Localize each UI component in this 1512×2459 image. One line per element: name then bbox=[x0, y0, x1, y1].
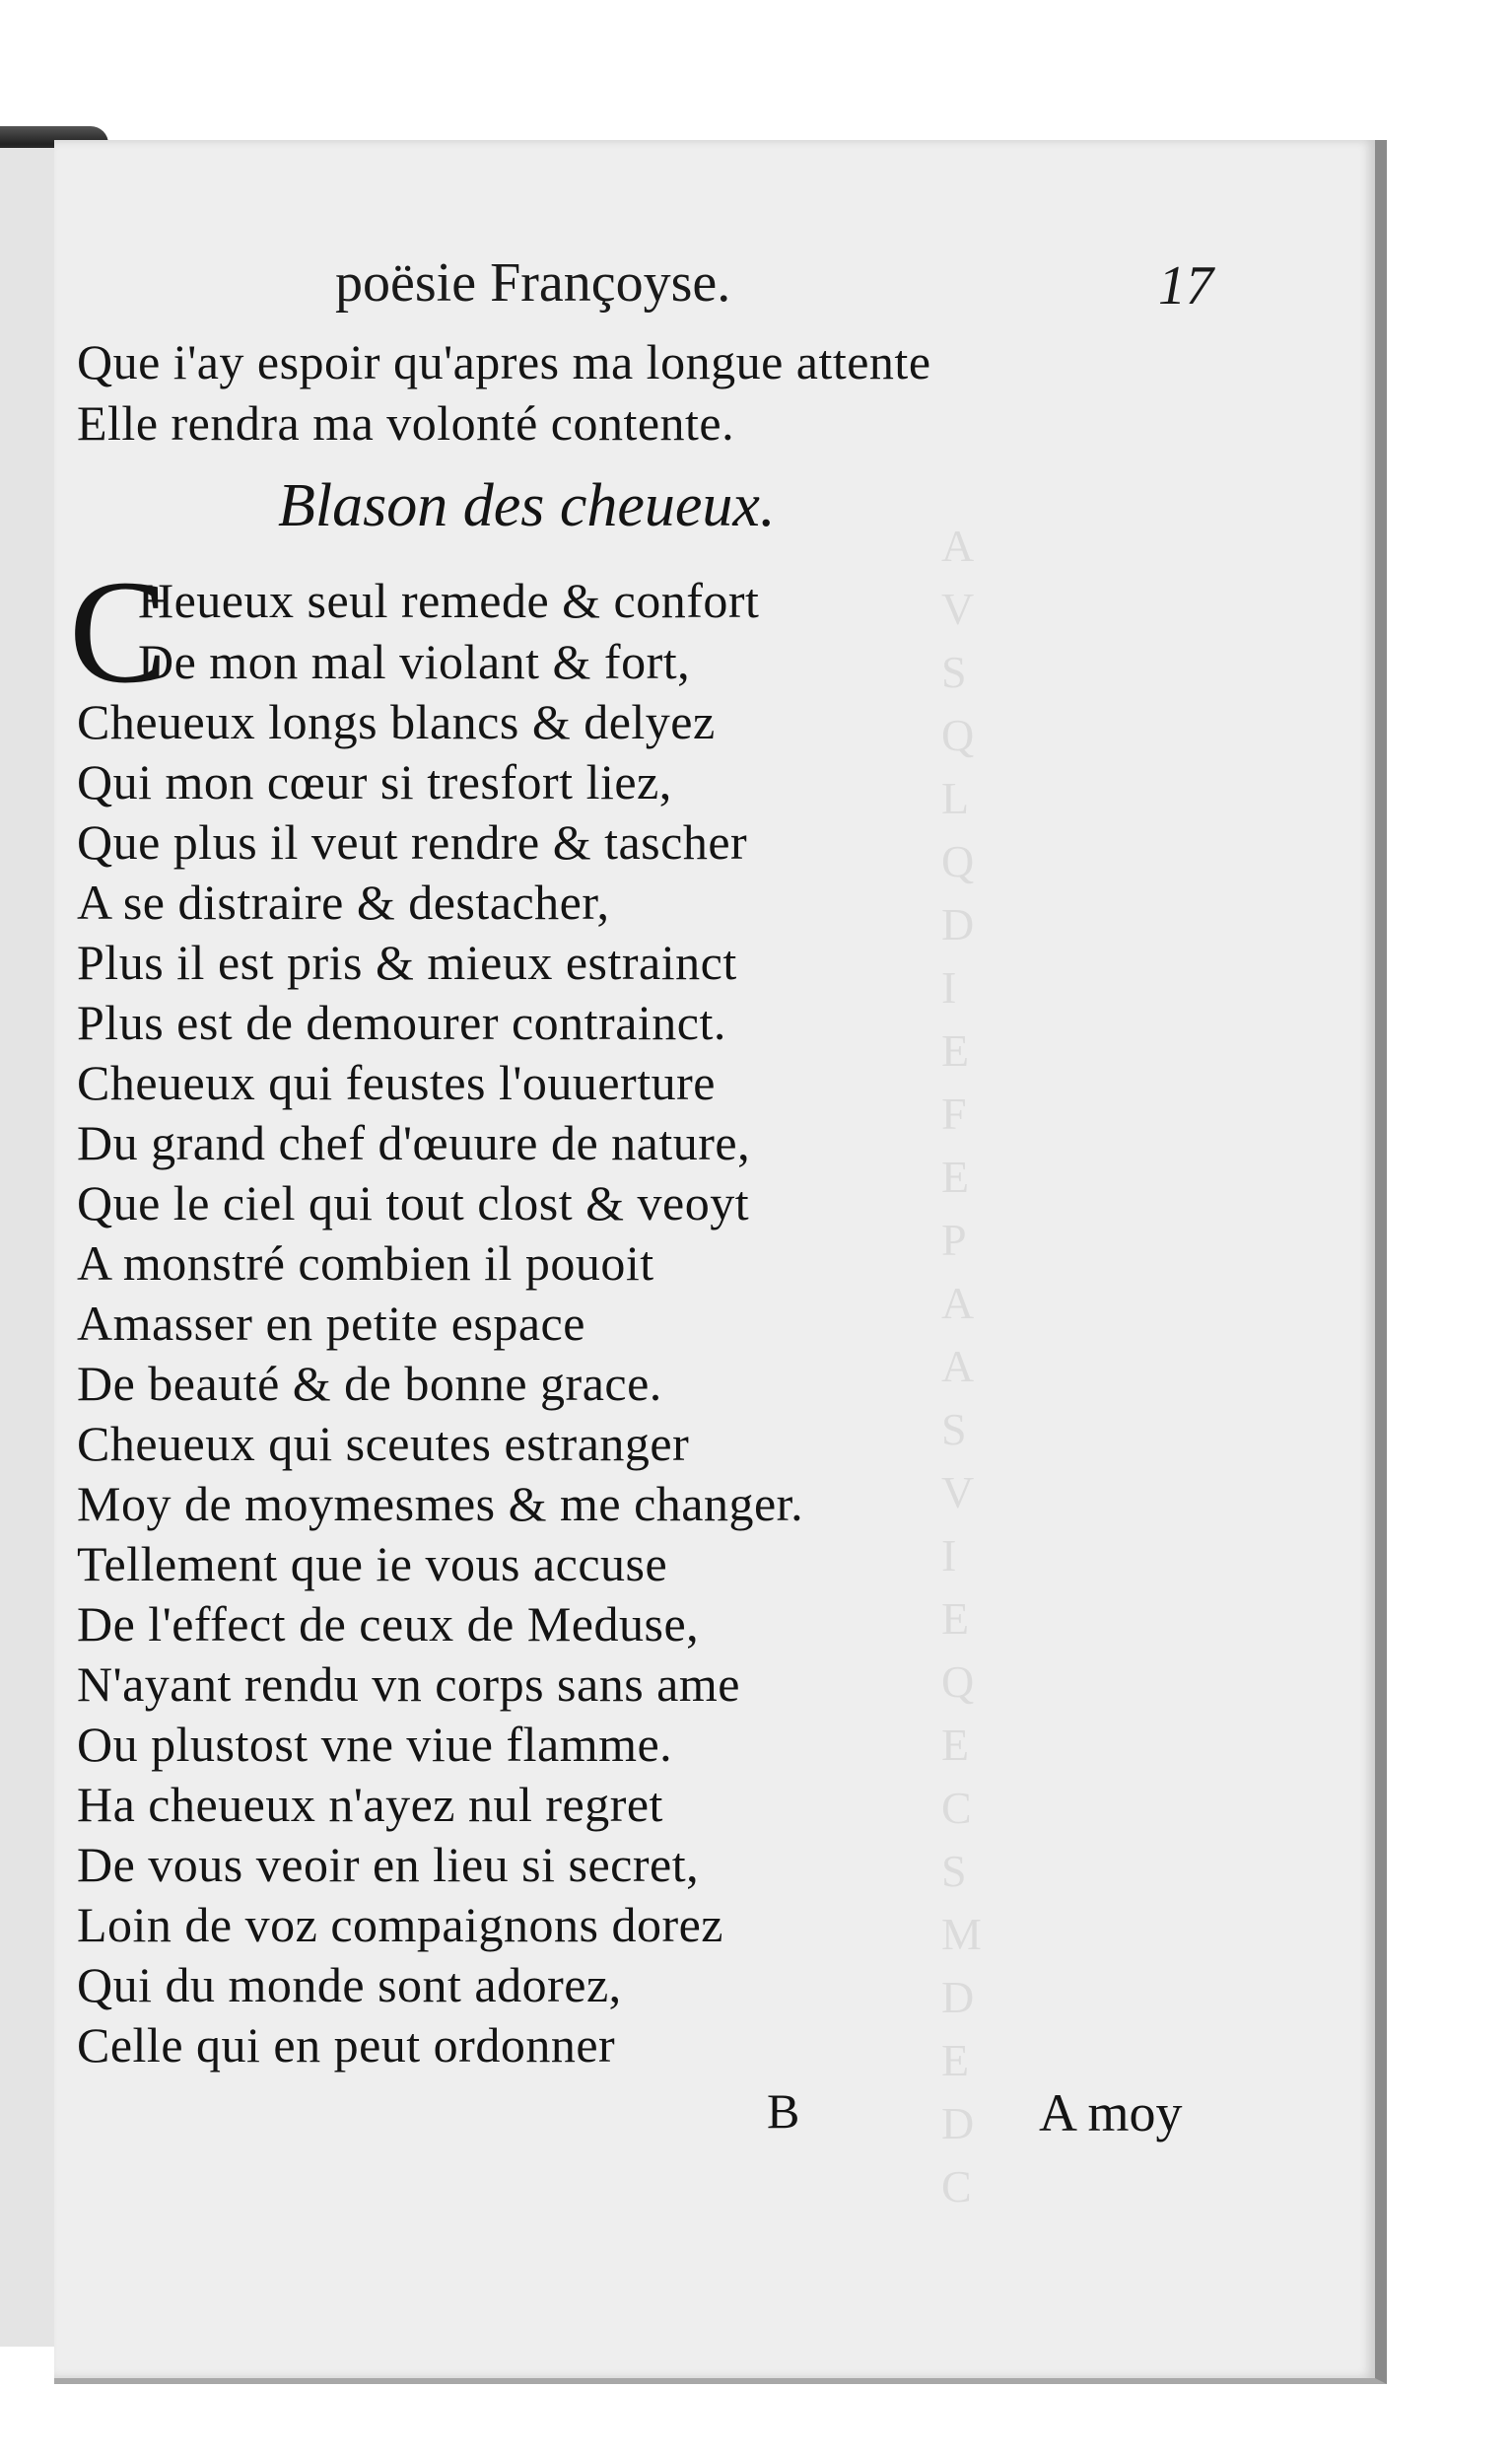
verse-line: Ha cheueux n'ayez nul regret bbox=[77, 1777, 663, 1832]
verse-line: Amasser en petite espace bbox=[77, 1296, 585, 1351]
verse-line: Plus il est pris & mieux estrainct bbox=[77, 935, 737, 990]
verse-line: Cheueux longs blancs & delyez bbox=[77, 694, 716, 749]
poem-line-1: Heueux seul remede & confort bbox=[138, 573, 760, 628]
verse-line: Qui mon cœur si tresfort liez, bbox=[77, 754, 672, 809]
poem-title: Blason des cheueux. bbox=[278, 472, 776, 539]
opening-line-2: Elle rendra ma volonté contente. bbox=[77, 395, 735, 451]
verse-line: A se distraire & destacher, bbox=[77, 875, 610, 930]
verse-line: Cheueux qui feustes l'ouuerture bbox=[77, 1055, 716, 1110]
poem-line-2: De mon mal violant & fort, bbox=[138, 634, 691, 689]
previous-page-edge bbox=[0, 148, 56, 2347]
verse-line: Moy de moymesmes & me changer. bbox=[77, 1476, 804, 1531]
verse-line: Tellement que ie vous accuse bbox=[77, 1536, 668, 1591]
verse-line: De l'effect de ceux de Meduse, bbox=[77, 1596, 700, 1651]
verse-line: Du grand chef d'œuure de nature, bbox=[77, 1115, 751, 1170]
verse-line: De beauté & de bonne grace. bbox=[77, 1356, 662, 1411]
verse-line: Ou plustost vne viue flamme. bbox=[77, 1717, 673, 1772]
verse-line: Cheueux qui sceutes estranger bbox=[77, 1416, 690, 1471]
signature-mark: B bbox=[767, 2083, 800, 2139]
verse-line: Loin de voz compaignons dorez bbox=[77, 1897, 723, 1952]
verse-line: De vous veoir en lieu si secret, bbox=[77, 1837, 700, 1892]
verse-line: Que plus il veut rendre & tascher bbox=[77, 814, 748, 870]
catchword: A moy bbox=[1039, 2083, 1183, 2143]
opening-line-1: Que i'ay espoir qu'apres ma longue attente bbox=[77, 334, 931, 389]
verse-line: N'ayant rendu vn corps sans ame bbox=[77, 1656, 740, 1712]
verse-line: A monstré combien il pouoit bbox=[77, 1235, 654, 1291]
drop-cap: C bbox=[69, 550, 169, 714]
verse-line: Celle qui en peut ordonner bbox=[77, 2017, 616, 2073]
running-head: poësie Françoyse. bbox=[335, 252, 731, 314]
verse-line: Plus est de demourer contrainct. bbox=[77, 995, 726, 1050]
page-number: 17 bbox=[1158, 255, 1213, 316]
verso-show-through: A V S Q L Q D I E F E P A A S V I E Q E C S M D E D C bbox=[941, 521, 982, 2212]
verse-line: Qui du monde sont adorez, bbox=[77, 1957, 622, 2012]
verse-line: Que le ciel qui tout clost & veoyt bbox=[77, 1175, 750, 1230]
